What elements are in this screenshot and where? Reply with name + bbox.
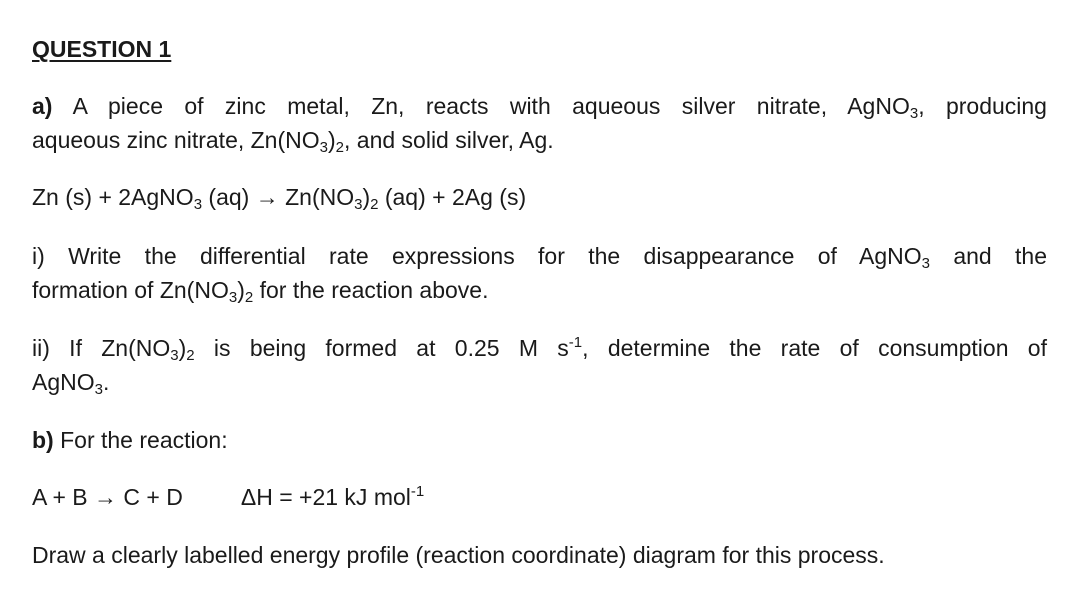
part-a-label: a) bbox=[32, 93, 53, 119]
part-b-label: b) bbox=[32, 427, 54, 453]
part-b-intro: b) For the reaction: bbox=[32, 427, 228, 453]
part-b-instruction: Draw a clearly labelled energy profile (reaction coordinate) diagram for this process. bbox=[32, 542, 885, 568]
part-ii-line-2: AgNO$_3$. bbox=[32, 369, 110, 398]
part-i-line-2: formation of $Zn(NO_3)_2$ for the reaction above. bbox=[32, 277, 489, 306]
question-document bbox=[32, 0, 1047, 598]
part-b-enthalpy: ΔH = +21 kJ mol bbox=[240, 484, 411, 510]
part-b-reaction: A + B → C + D ΔH = +21 kJ mol$^{-1}$ bbox=[32, 483, 425, 510]
reaction-equation: Zn (s) + 2AgNO$_3$ $(aq) \to Zn(NO_3)_2$ (aq) + 2Ag (s) bbox=[32, 184, 527, 213]
part-ii-line-1: ii) If $Zn(NO_3)_2$ is being formed at 0.25 M $s^{-1}$, determine the rate of consumption of bbox=[32, 334, 1047, 364]
part-a-intro-line-1: a) A piece of zinc metal, Zn, reacts with aqueous silver nitrate, AgNO$_3$, producing bbox=[32, 93, 1047, 122]
question-heading: QUESTION 1 bbox=[32, 36, 172, 62]
part-i-line-1: i) Write the differential rate expressions for the disappearance of AgNO$_3$ and the bbox=[32, 243, 1047, 272]
part-a-intro-line-2: aqueous zinc nitrate, $Zn(NO_3)_2$, and solid silver, Ag. bbox=[32, 127, 554, 156]
part-b-reaction-equation: A + B → C + D bbox=[32, 484, 183, 510]
